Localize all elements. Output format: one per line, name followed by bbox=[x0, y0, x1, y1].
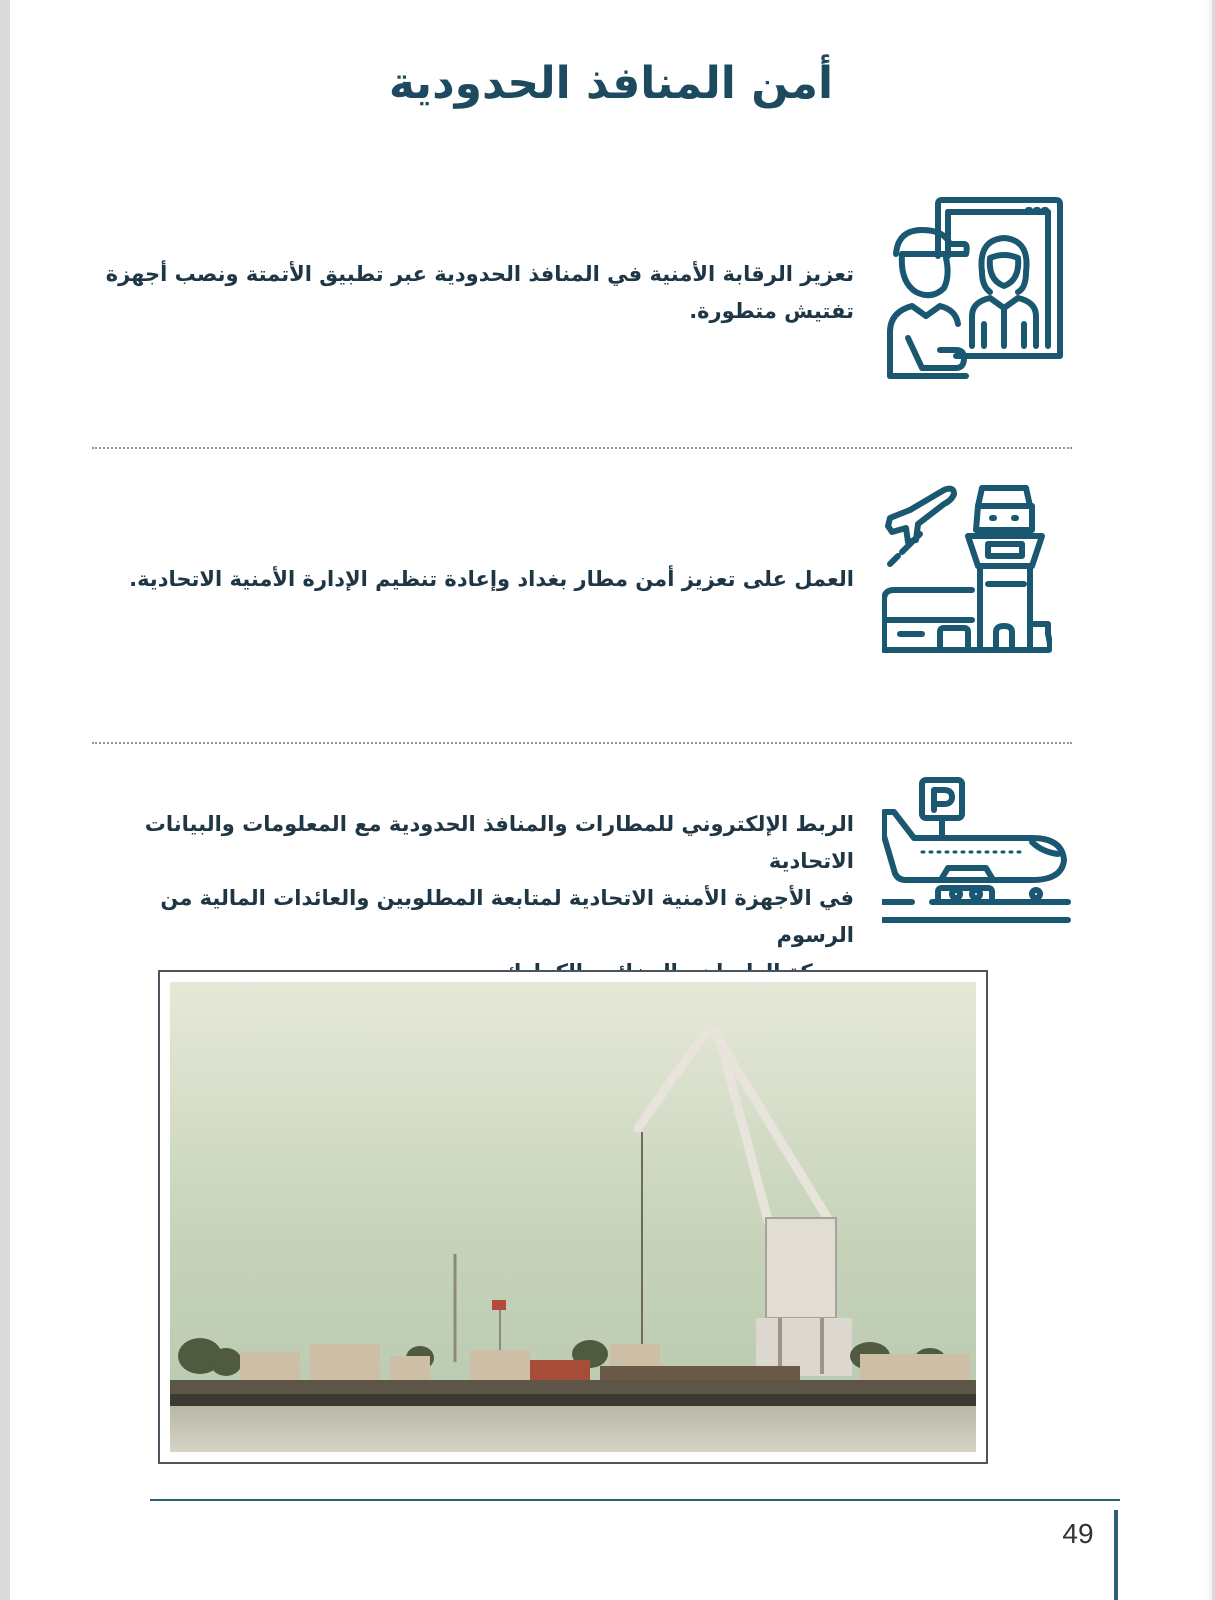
page-number: 49 bbox=[1062, 1518, 1094, 1549]
section-divider bbox=[92, 447, 1072, 449]
item-1-line-2: تفتيش متطورة. bbox=[689, 299, 854, 323]
item-3-line-1: الربط الإلكتروني للمطارات والمنافذ الحدودية مع المعلومات والبيانات الاتحادية bbox=[144, 812, 854, 873]
footer-rule bbox=[150, 1499, 1120, 1501]
page-number-bar bbox=[1114, 1510, 1118, 1600]
item-3-text bbox=[94, 806, 854, 991]
airport-tower-icon bbox=[882, 484, 1052, 664]
item-2-text bbox=[94, 561, 854, 598]
item-2-line-1: العمل على تعزيز أمن مطار بغداد وإعادة تنظيم الإدارة الأمنية الاتحادية. bbox=[129, 567, 854, 591]
port-crane-photo bbox=[170, 982, 976, 1452]
item-3-line-2: في الأجهزة الأمنية الاتحادية لمتابعة المطلوبين والعائدات المالية من الرسوم bbox=[160, 886, 854, 947]
document-page bbox=[10, 0, 1212, 1600]
section-divider bbox=[92, 742, 1072, 744]
page-title: أمن المنافذ الحدودية bbox=[388, 58, 834, 109]
item-1-line-1: تعزيز الرقابة الأمنية في المنافذ الحدودية عبر تطبيق الأتمتة ونصب أجهزة bbox=[105, 262, 854, 286]
border-inspection-icon bbox=[886, 196, 1066, 386]
item-1-text bbox=[94, 256, 854, 330]
photo-frame bbox=[158, 970, 988, 1464]
airplane-parking-icon bbox=[882, 776, 1072, 926]
